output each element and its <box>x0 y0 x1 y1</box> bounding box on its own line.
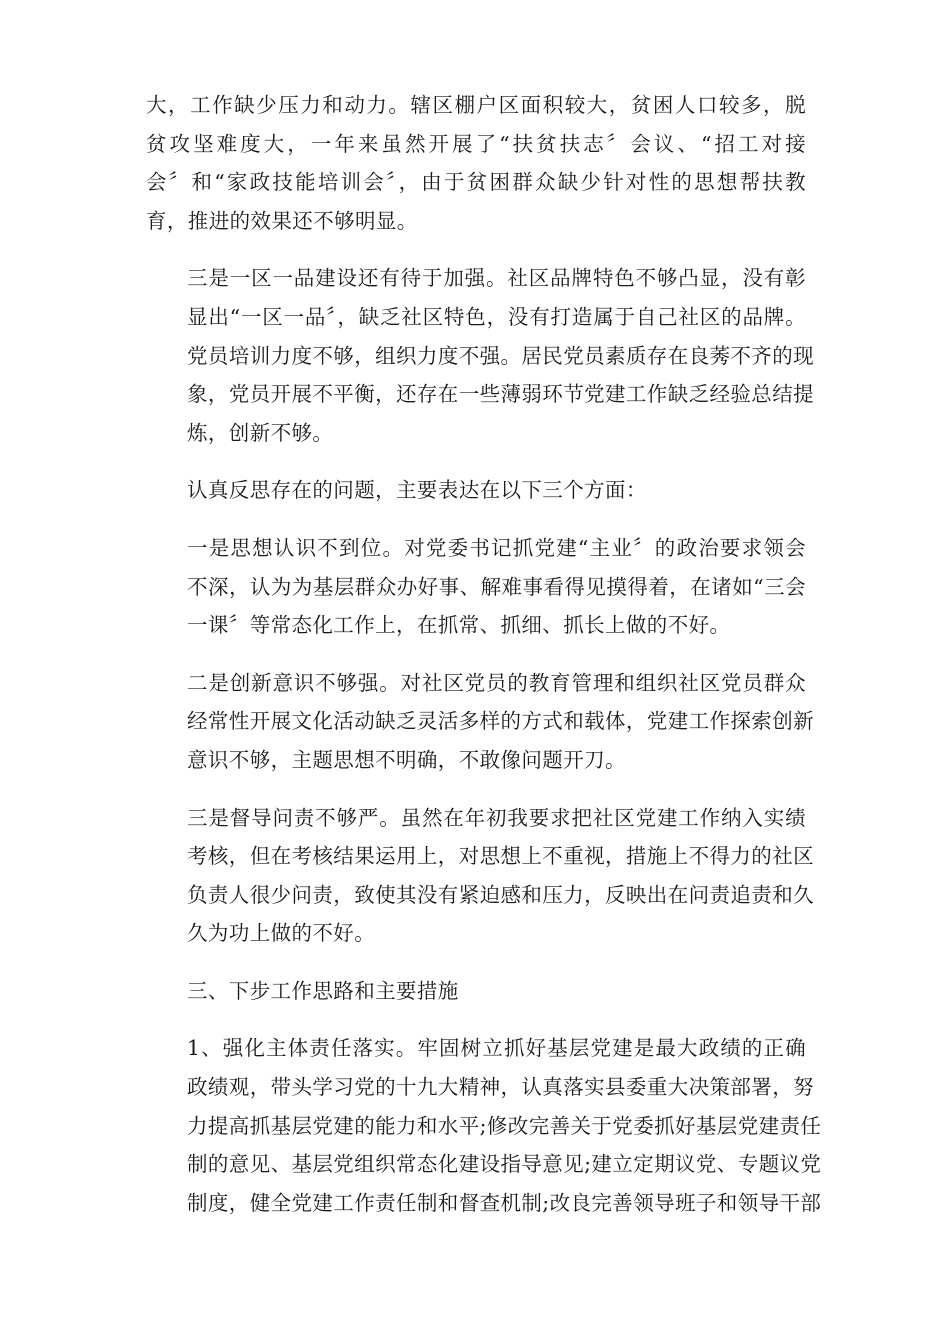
paragraph <box>146 259 814 452</box>
text-line: 经常性开展文化活动缺乏灵活多样的方式和载体，党建工作探索创新 <box>187 709 814 734</box>
text-line: 二是创新意识不够强。对社区党员的教育管理和组织社区党员群众 <box>187 670 806 695</box>
text-line: 会〞和“家政技能培训会〞，由于贫困群众缺少针对性的思想帮扶教 <box>146 170 806 195</box>
text-line: 久为功上做的不好。 <box>187 921 376 946</box>
text-line: 一课〞等常态化工作上，在抓常、抓细、抓长上做的不好。 <box>187 613 731 638</box>
text-line: 负责人很少问责，致使其没有紧迫感和压力，反映出在问责追责和久 <box>187 882 814 907</box>
text-line: 不深，认为为基层群众办好事、解难事看得见摸得着，在诸如“三会 <box>187 574 806 599</box>
paragraph <box>146 799 814 953</box>
text-line: 制度，健全党建工作责任制和督查机制;改良完善领导班子和领导干部 <box>187 1190 822 1215</box>
paragraph <box>146 664 814 780</box>
text-line: 力提高抓基层党建的能力和水平;修改完善关于党委抓好基层党建责任 <box>187 1113 822 1138</box>
text-line: 党员培训力度不够，组织力度不强。居民党员素质存在良莠不齐的现 <box>187 343 814 368</box>
text-line: 大，工作缺少压力和动力。辖区棚户区面积较大，贫困人口较多，脱 <box>146 93 806 117</box>
document-page <box>146 86 822 1241</box>
paragraph <box>146 1029 822 1222</box>
text-line: 贫攻坚难度大，一年来虽然开展了“扶贫扶志〞会议、“招工对接 <box>146 131 806 156</box>
text-line: 象，党员开展不平衡，还存在一些薄弱环节党建工作缺乏经验总结提 <box>187 382 814 407</box>
text-line: 三是督导问责不够严。虽然在年初我要求把社区党建工作纳入实绩 <box>187 805 806 830</box>
document-body <box>146 86 822 1222</box>
text-line: 政绩观，带头学习党的十九大精神，认真落实县委重大决策部署，努 <box>187 1075 814 1100</box>
text-line: 三是一区一品建设还有待于加强。社区品牌特色不够凸显，没有彰 <box>187 266 806 291</box>
text-line: 意识不够，主题思想不明确，不敢像问题开刀。 <box>187 747 626 772</box>
text-line: 炼，创新不够。 <box>187 420 334 445</box>
text-line: 认真反思存在的问题，主要表达在以下三个方面： <box>187 478 647 503</box>
text-line: 显出“一区一品〞，缺乏社区特色，没有打造属于自己社区的品牌。 <box>187 304 806 329</box>
text-line: 三、下步工作思路和主要措施 <box>187 978 459 1003</box>
paragraph <box>146 471 806 510</box>
paragraph <box>146 529 806 645</box>
text-line: 1、强化主体责任落实。牢固树立抓好基层党建是最大政绩的正确 <box>187 1036 806 1061</box>
paragraph <box>146 86 806 240</box>
paragraph <box>146 972 806 1011</box>
text-line: 制的意见、基层党组织常态化建设指导意见;建立定期议党、专题议党 <box>187 1152 822 1177</box>
text-line: 一是思想认识不到位。对党委书记抓党建“主业〞的政治要求领会 <box>187 535 806 560</box>
text-line: 考核，但在考核结果运用上，对思想上不重视，措施上不得力的社区 <box>187 844 814 869</box>
text-line: 育，推进的效果还不够明显。 <box>146 208 418 233</box>
